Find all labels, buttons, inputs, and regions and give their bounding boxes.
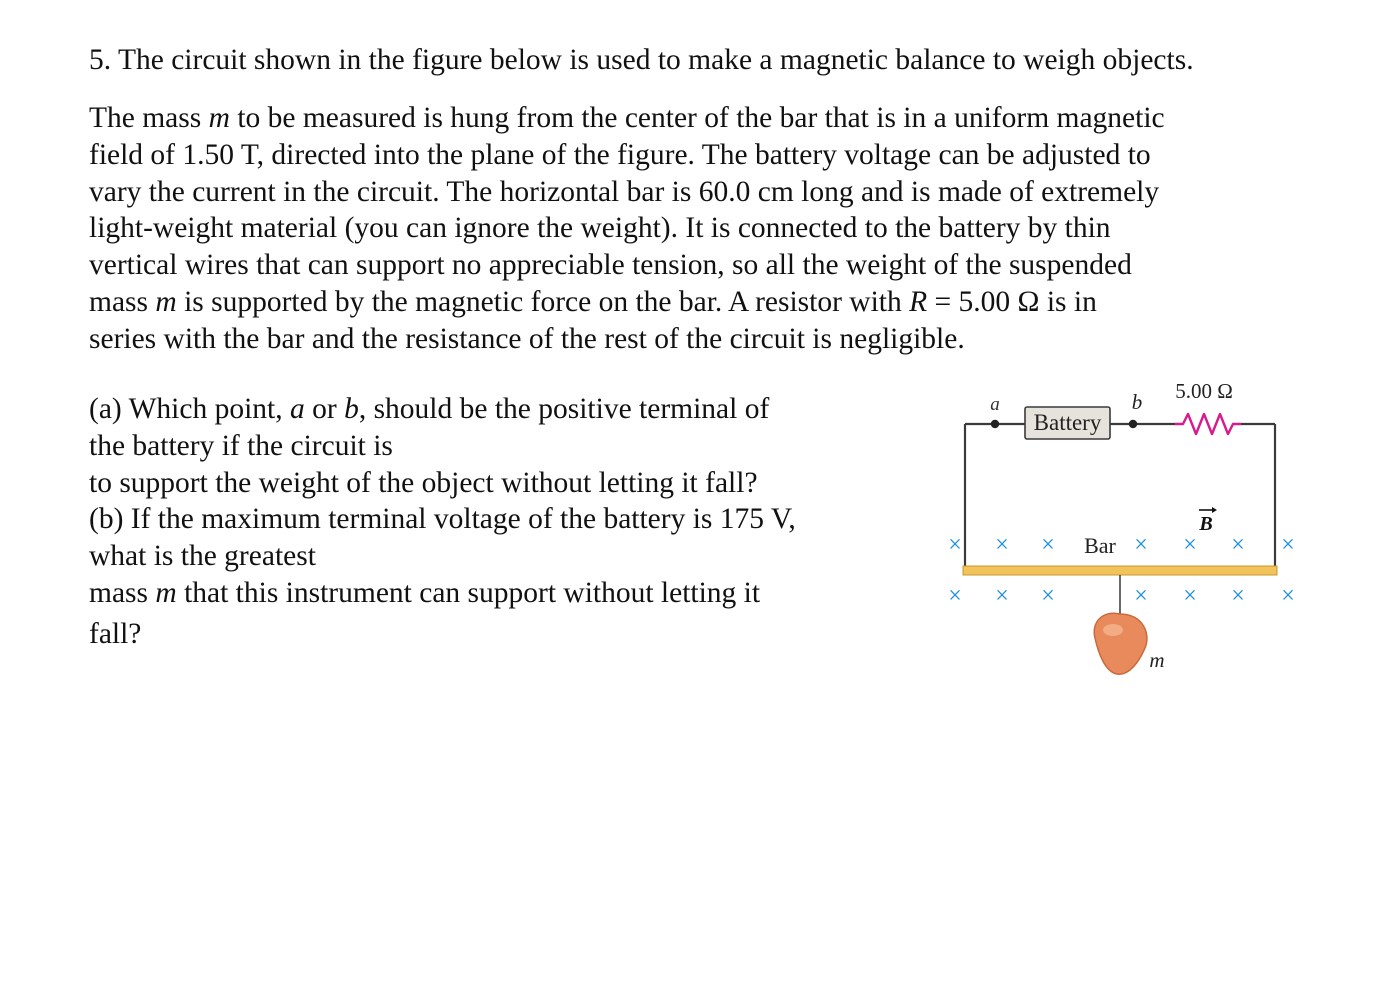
- field-x-11: ×: [1134, 583, 1148, 609]
- question-body: [89, 100, 1279, 358]
- part-a-line-1: (a) Which point, a or b, should be the positive terminal of: [89, 393, 770, 425]
- circuit-diagram: [915, 372, 1315, 692]
- body-line-6: mass m is supported by the magnetic force on the bar. A resistor with R = 5.00 Ω is in: [89, 285, 1097, 318]
- field-x-5: ×: [1183, 532, 1197, 558]
- body-line-3: vary the current in the circuit. The horizontal bar is 60.0 cm long and is made of extremely: [89, 175, 1160, 208]
- body-line-4: light-weight material (you can ignore the weight). It is connected to the battery by thin: [89, 212, 1111, 245]
- field-x-13: ×: [1231, 583, 1245, 609]
- field-x-9: ×: [995, 583, 1009, 609]
- body-line-5: vertical wires that can support no appreciable tension, so all the weight of the suspended: [89, 249, 1132, 282]
- field-x-6: ×: [1231, 532, 1245, 558]
- terminal-a-label: a: [990, 394, 1000, 415]
- resistor: [1175, 414, 1241, 434]
- field-x-14: ×: [1281, 583, 1295, 609]
- body-line-1: The mass m to be measured is hung from the center of the bar that is in a uniform magnetic: [89, 102, 1165, 134]
- field-arrowhead: [1212, 507, 1217, 513]
- circuit-figure: [915, 372, 1315, 692]
- question-parts: [89, 391, 889, 653]
- part-a-line-3: to support the weight of the object without letting it fall?: [89, 466, 758, 499]
- terminal-a-dot: [991, 420, 999, 428]
- hanging-mass: [1094, 613, 1147, 674]
- part-a-line-2: the battery if the circuit is: [89, 429, 393, 462]
- field-x-1: ×: [948, 532, 962, 558]
- body-line-2: field of 1.50 T, directed into the plane of the figure. The battery voltage can be adjusted to: [89, 138, 1151, 171]
- terminal-b-dot: [1129, 420, 1137, 428]
- field-x-10: ×: [1041, 583, 1055, 609]
- field-x-4: ×: [1134, 532, 1148, 558]
- field-x-7: ×: [1281, 532, 1295, 558]
- part-b-line-4: fall?: [89, 617, 142, 650]
- resistor-label: 5.00 Ω: [1175, 379, 1233, 403]
- part-b-line-2: what is the greatest: [89, 540, 316, 573]
- field-x-8: ×: [948, 583, 962, 609]
- part-b-line-3: mass m that this instrument can support without letting it: [89, 576, 761, 609]
- part-b-line-1: (b) If the maximum terminal voltage of the battery is 175 V,: [89, 503, 796, 536]
- mass-label: m: [1149, 648, 1165, 672]
- field-x-3: ×: [1041, 532, 1055, 558]
- question-title: 5. The circuit shown in the figure below is used to make a magnetic balance to weigh objects.: [89, 44, 1194, 76]
- mass-highlight: [1103, 624, 1123, 636]
- battery-label: Battery: [1033, 410, 1102, 435]
- field-x-12: ×: [1183, 583, 1197, 609]
- terminal-b-label: b: [1131, 390, 1143, 414]
- field-label: B: [1199, 513, 1213, 535]
- body-line-7: series with the bar and the resistance of the rest of the circuit is negligible.: [89, 322, 965, 355]
- field-x-2: ×: [995, 532, 1009, 558]
- bar-label: Bar: [1084, 533, 1116, 558]
- horizontal-bar: [963, 566, 1277, 575]
